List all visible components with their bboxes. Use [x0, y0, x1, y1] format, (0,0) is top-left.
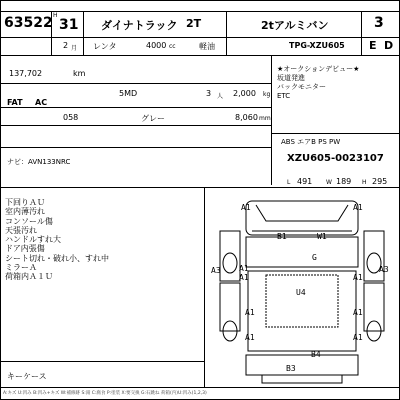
damage-label: U4: [296, 288, 306, 297]
damage-label: A1: [245, 308, 255, 317]
color-name: グレー: [141, 114, 165, 123]
model-code: TPG-XZU605: [289, 41, 345, 50]
equipment: ABS エアB PS PW: [281, 138, 341, 146]
color-code: 058: [63, 113, 79, 122]
year: 31: [59, 17, 79, 33]
option-item: バックモニター: [277, 83, 326, 91]
year-era: H: [53, 12, 58, 19]
score: 3: [374, 15, 384, 31]
damage-label: A1: [353, 333, 363, 342]
damage-label: B4: [311, 350, 321, 359]
dim-w-label: W: [326, 179, 332, 186]
navi-text: ナビ：AVN133NRC: [7, 158, 71, 166]
displacement: 4000: [146, 41, 167, 50]
transmission: FAT: [7, 98, 23, 107]
remarks-list: [5, 198, 109, 282]
option-item: ETC: [277, 92, 291, 100]
dim-w: 189: [336, 177, 352, 186]
capacity: 3: [206, 89, 212, 98]
damage-label: A1: [241, 203, 251, 212]
remark-line: コンソール傷: [5, 216, 53, 226]
damage-label: A1: [239, 264, 249, 273]
month: 2: [63, 41, 69, 50]
damage-label: A1: [353, 203, 363, 212]
interior-grade: E: [369, 39, 377, 52]
options-list: [277, 65, 359, 101]
remark-line: 室内薄汚れ: [5, 207, 45, 217]
load: 2,000: [233, 89, 256, 98]
fuel: 軽油: [199, 42, 215, 51]
month-unit: 月: [71, 45, 78, 52]
mileage: 137,702: [9, 69, 43, 78]
displacement-unit: cc: [169, 43, 176, 50]
length-unit: mm: [259, 115, 271, 122]
ac: AC: [35, 98, 48, 107]
chassis-number: XZU605-0023107: [287, 153, 384, 164]
remark-line: 下回りＡＵ: [5, 198, 45, 207]
remark-line: シート切れ・破れ小、すれ中: [5, 253, 109, 263]
dim-l: 491: [297, 177, 313, 186]
accessories-text: キーケース: [7, 372, 47, 381]
option-item: 坂道発進: [277, 74, 305, 82]
option-item: ★オークションデビュー★: [277, 65, 360, 73]
tonnage: 2T: [186, 17, 202, 30]
remark-line: 荷箱内Ａ１Ｕ: [5, 272, 53, 282]
damage-label: A3: [211, 266, 221, 275]
load-unit: kg: [263, 91, 271, 98]
mileage-unit: km: [73, 69, 86, 78]
damage-label: A1: [239, 273, 249, 282]
damage-label: A3: [379, 265, 389, 274]
rental: レンタ: [93, 42, 117, 51]
model-name: ダイナトラック: [101, 19, 178, 32]
damage-label: B3: [286, 364, 296, 373]
damage-label: G: [312, 253, 317, 262]
remark-line: 天張汚れ: [5, 225, 37, 235]
dim-h: 295: [372, 177, 388, 186]
dim-h-label: H: [362, 179, 367, 186]
exterior-grade: D: [384, 39, 394, 52]
remark-line: ハンドルすれ大: [5, 235, 61, 245]
damage-label: A1: [353, 308, 363, 317]
damage-label: A1: [245, 333, 255, 342]
grade: 2tアルミバン: [261, 19, 329, 32]
damage-label: B1: [277, 232, 287, 241]
capacity-unit: 人: [217, 93, 224, 100]
remark-line: ミラーＡ: [5, 263, 37, 273]
shift: 5MD: [119, 89, 138, 98]
damage-label: W1: [317, 232, 327, 241]
dim-l-label: L: [287, 179, 291, 186]
damage-label: A1: [353, 273, 363, 282]
lot-number: 63522: [4, 15, 53, 31]
remark-line: ドア内張傷: [5, 244, 45, 254]
length: 8,060: [235, 113, 258, 122]
legend: A:キズ U:凹み B:凹み+キズ W:補修跡 S:錆 C:腐食 P:塗装 X:要交換 G:石跳ね 荷箱(内)U:凹み(1,2,3): [3, 391, 207, 396]
